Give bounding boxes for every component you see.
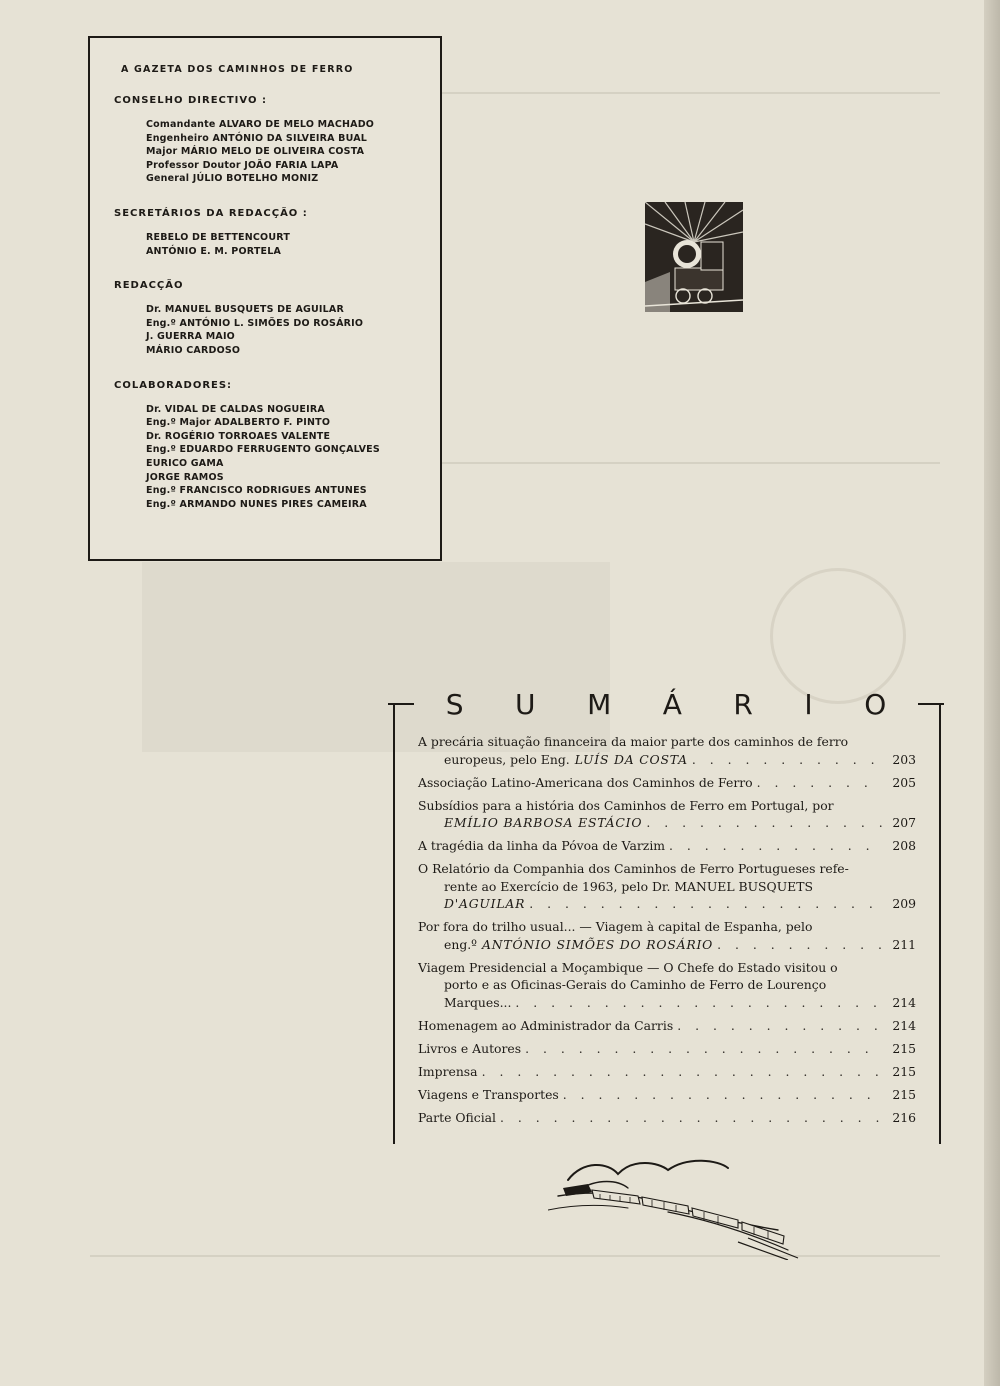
masthead-name: Dr. VIDAL DE CALDAS NOGUEIRA (146, 403, 325, 415)
sumario-title-letter: M (587, 687, 612, 721)
masthead-name-list (146, 231, 420, 258)
sumario-entry (418, 774, 916, 792)
masthead-section-heading: CONSELHO DIRECTIVO : (114, 95, 267, 106)
leader-dots (673, 1017, 882, 1035)
sumario-list (418, 733, 916, 1132)
masthead-name: Professor Doutor JOÃO FARIA LAPA (146, 159, 339, 171)
sumario-title-letter: I (804, 687, 813, 721)
sumario-title-letter: Á (662, 687, 682, 721)
entry-text: Parte Oficial (418, 1109, 497, 1125)
locomotive-woodcut-icon (645, 202, 743, 312)
entry-final-line (418, 1040, 916, 1058)
sumario-title-letter: R (733, 687, 753, 721)
masthead-name: Dr. ROGÉRIO TORROAES VALENTE (146, 430, 331, 442)
sumario-entry (418, 797, 916, 832)
entry-page-number: 211 (892, 936, 916, 952)
leader-dots (688, 751, 882, 769)
page-edge (984, 0, 1000, 1386)
masthead-section-heading: SECRETÁRIOS DA REDACÇÃO : (114, 207, 308, 219)
masthead-name: Comandante ALVARO DE MELO MACHADO (146, 119, 375, 130)
entry-final-line (418, 774, 916, 792)
leader-dots (496, 1109, 882, 1127)
leader-dots (642, 814, 882, 832)
entry-final-line (418, 1086, 916, 1104)
entry-author: EMÍLIO BARBOSA ESTÁCIO (444, 815, 643, 830)
entry-page-number: 216 (892, 1109, 916, 1125)
entry-text: Livros e Autores (418, 1040, 522, 1056)
sumario-title-letter: U (515, 687, 536, 721)
masthead-name: J. GUERRA MAIO (146, 331, 235, 343)
masthead-name-list (146, 118, 420, 186)
entry-page-number: 208 (892, 838, 916, 853)
entry-text-line: A precária situação financeira da maior parte dos caminhos de ferro (418, 734, 849, 749)
masthead-box (88, 36, 442, 561)
masthead-name: Eng.º FRANCISCO RODRIGUES ANTUNES (146, 485, 367, 497)
entry-text-line: Viagem Presidencial a Moçambique — O Chefe do Estado visitou o (418, 959, 838, 975)
masthead-name: Dr. MANUEL BUSQUETS DE AGUILAR (146, 304, 344, 316)
entry-page-number: 215 (892, 1086, 916, 1102)
entry-text-line: porto e as Oficinas-Gerais do Caminho de Ferro de Lourenço (444, 977, 827, 992)
masthead-name-list (146, 403, 420, 512)
leader-dots (713, 936, 882, 954)
entry-text-line: Por fora do trilho usual... — Viagem à capital de Espanha, pelo (418, 919, 813, 934)
entry-final-line (418, 1109, 916, 1127)
entry-final-line (418, 994, 916, 1012)
entry-page-number: 203 (892, 751, 916, 767)
entry-page-number: 215 (892, 1063, 916, 1079)
masthead-name: General JÚLIO BOTELHO MONIZ (146, 173, 319, 185)
entry-text: Homenagem ao Administrador da Carris (418, 1017, 674, 1033)
entry-page-number: 214 (892, 1017, 916, 1033)
entry-text-line: rente ao Exercício de 1963, pelo Dr. MANUEL BUSQUETS (444, 878, 813, 894)
entry-author: ANTÓNIO SIMÕES DO ROSÁRIO (482, 936, 714, 952)
train-illustration-icon (548, 1150, 808, 1260)
masthead-name: Eng.º ANTÓNIO L. SIMÕES DO ROSÁRIO (146, 317, 364, 329)
entry-text: A tragédia da linha da Póvoa de Varzim (418, 838, 666, 853)
masthead-title: A GAZETA DOS CAMINHOS DE FERRO (121, 64, 354, 75)
entry-page-number: 209 (892, 896, 916, 911)
leader-dots (478, 1063, 882, 1081)
entry-final-line (418, 1063, 916, 1081)
entry-final-line (418, 895, 916, 913)
entry-text: Marques... (444, 994, 512, 1010)
leader-dots (511, 994, 882, 1012)
leader-dots (753, 774, 882, 792)
entry-page-number: 205 (892, 774, 916, 790)
leader-dots (665, 837, 882, 855)
sumario-entry (418, 918, 916, 953)
masthead-name: ANTÓNIO E. M. PORTELA (146, 245, 282, 257)
masthead-sections (114, 95, 420, 511)
entry-text-line: Subsídios para a história dos Caminhos de Ferro em Portugal, por (418, 797, 834, 813)
leader-dots (559, 1086, 882, 1104)
masthead-name: Engenheiro ANTÓNIO DA SILVEIRA BUAL (146, 132, 368, 144)
leader-dots (525, 895, 882, 913)
entry-text: europeus, pelo Eng. (444, 751, 570, 767)
entry-page-number: 214 (892, 994, 916, 1010)
entry-text: Imprensa (418, 1063, 478, 1079)
leader-dots (521, 1040, 882, 1058)
entry-final-line (418, 814, 916, 832)
entry-final-line (418, 751, 916, 769)
masthead-name: Eng.º Major ADALBERTO F. PINTO (146, 417, 331, 429)
entry-author: LUÍS DA COSTA (574, 751, 688, 767)
sumario-title-letter: S (445, 687, 464, 721)
sumario-entry (418, 1063, 916, 1081)
sumario-entry (418, 860, 916, 913)
entry-page-number: 215 (892, 1040, 916, 1056)
masthead-name: Eng.º EDUARDO FERRUGENTO GONÇALVES (146, 444, 380, 456)
masthead-name-list (146, 303, 420, 357)
sumario-entry (418, 1109, 916, 1127)
sumario-entry (418, 1086, 916, 1104)
entry-final-line (418, 1017, 916, 1035)
entry-text-line: O Relatório da Companhia dos Caminhos de Ferro Portugueses refe- (418, 861, 849, 876)
entry-final-line (418, 837, 916, 855)
entry-author: D'AGUILAR (444, 896, 526, 911)
sumario-entry (418, 1040, 916, 1058)
masthead-name: Eng.º ARMANDO NUNES PIRES CAMEIRA (146, 498, 367, 510)
masthead-name: Major MÁRIO MELO DE OLIVEIRA COSTA (146, 146, 365, 158)
entry-text: Viagens e Transportes (418, 1086, 559, 1102)
bleed-through-rule (90, 1255, 940, 1257)
sumario-title-letter: O (864, 687, 887, 721)
entry-text: Associação Latino-Americana dos Caminhos de Ferro (418, 774, 753, 790)
sumario-entry (418, 1017, 916, 1035)
masthead-section-heading: REDACÇÃO (114, 280, 184, 292)
sumario-entry (418, 837, 916, 855)
sumario-entry (418, 733, 916, 768)
entry-page-number: 207 (892, 815, 916, 830)
entry-text: eng.º (444, 936, 478, 952)
masthead-name: REBELO DE BETTENCOURT (146, 231, 290, 243)
masthead-section-heading: COLABORADORES: (114, 379, 233, 391)
entry-final-line (418, 936, 916, 954)
sumario-entry (418, 959, 916, 1012)
masthead-name: EURICO GAMA (146, 457, 224, 469)
masthead-name: MÁRIO CARDOSO (146, 344, 241, 356)
masthead-name: JORGE RAMOS (146, 471, 224, 483)
